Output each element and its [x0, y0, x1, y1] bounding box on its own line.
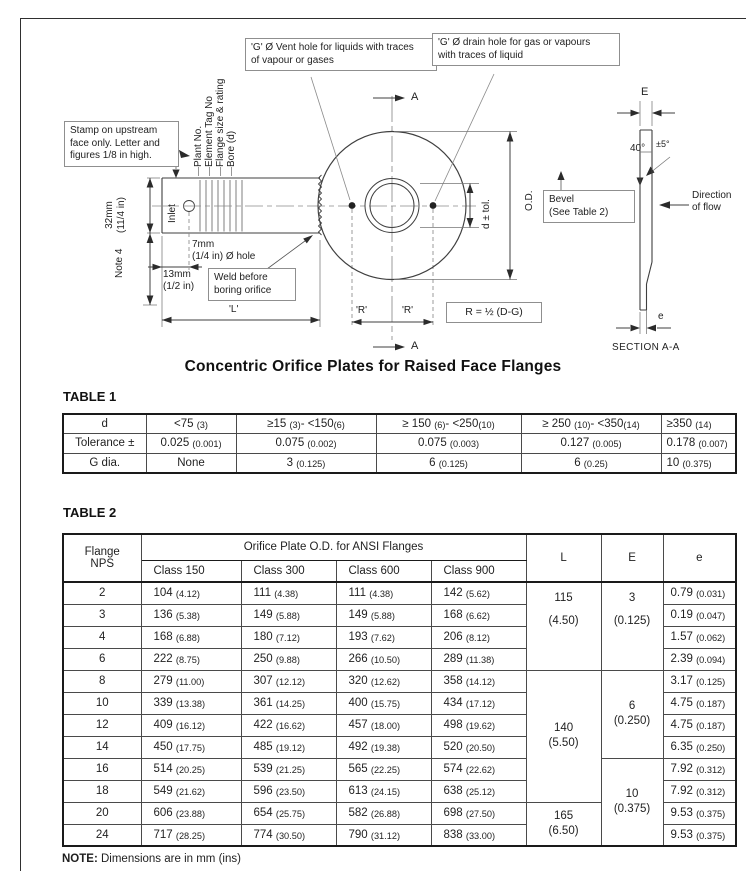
- t2-c600: 400 (15.75): [336, 692, 431, 714]
- t2-L-group3-in: (6.50): [548, 824, 579, 837]
- radius-formula-box: R = ½ (D-G): [446, 302, 542, 323]
- t2-L-group2: [526, 670, 601, 802]
- label-bore-d: Bore (d): [226, 130, 237, 167]
- t2-E-group1: [601, 582, 663, 670]
- t1-h-range2: ≥15 (3)- <150(6): [236, 414, 376, 434]
- t2-h-flange-nps: [63, 534, 141, 582]
- t2-E-group1-mm: 3: [628, 592, 636, 605]
- t2-c150: 136 (5.38): [141, 604, 241, 626]
- inlet-label: Inlet: [167, 204, 178, 223]
- section-a-a-plate: [640, 130, 652, 310]
- t2-E-group3: [601, 758, 663, 846]
- table2-row: [63, 670, 736, 692]
- t2-e: 0.79 (0.031): [663, 582, 736, 604]
- dim-R-right-label: 'R': [402, 305, 414, 316]
- t2-c600: 320 (12.62): [336, 670, 431, 692]
- vent-callout-line2: of vapour or gases: [251, 54, 334, 66]
- t2-h-e: e: [663, 534, 736, 582]
- t2-nps: 2: [63, 582, 141, 604]
- t2-L-group1-in: (4.50): [548, 615, 579, 628]
- t2-c150: 450 (17.75): [141, 736, 241, 758]
- t2-h-class600: Class 600: [336, 560, 431, 582]
- t2-c150: 717 (28.25): [141, 824, 241, 846]
- section-arrow-A-bottom: A: [411, 340, 419, 352]
- t2-c600: 266 (10.50): [336, 648, 431, 670]
- dim-e-label: e: [658, 311, 664, 322]
- t2-c300: 250 (9.88): [241, 648, 336, 670]
- t2-e: 1.57 (0.062): [663, 626, 736, 648]
- t2-c150: 549 (21.62): [141, 780, 241, 802]
- t2-c150: 104 (4.12): [141, 582, 241, 604]
- t2-e: 4.75 (0.187): [663, 714, 736, 736]
- t2-c150: 409 (16.12): [141, 714, 241, 736]
- vent-hole-callout: [245, 38, 437, 71]
- t2-c600: 582 (26.88): [336, 802, 431, 824]
- t2-L-group3: [526, 802, 601, 846]
- dim-13mm-line2: (1/2 in): [163, 281, 195, 292]
- t1-cell: 0.178 (0.007): [661, 434, 736, 454]
- table1-tolerance-row: [63, 434, 736, 454]
- t2-h-class300: Class 300: [241, 560, 336, 582]
- t2-E-group2-mm: 6: [628, 700, 636, 712]
- t1-tolerance-label: Tolerance ±: [63, 434, 146, 454]
- t2-c300: 539 (21.25): [241, 758, 336, 780]
- t2-E-group3-mm: 10: [625, 787, 639, 800]
- t2-c300: 596 (23.50): [241, 780, 336, 802]
- t2-c300: 361 (14.25): [241, 692, 336, 714]
- bevel-angle-tolerance-label: ±5°: [656, 139, 670, 149]
- t2-c150: 339 (13.38): [141, 692, 241, 714]
- stamp-note-line2: face only. Letter and: [70, 137, 160, 149]
- table2-header-group-row: [63, 534, 736, 560]
- weld-note-line1: Weld before: [214, 272, 268, 283]
- t2-c900: 142 (5.62): [431, 582, 526, 604]
- t2-nps: 20: [63, 802, 141, 824]
- t1-cell: 0.025 (0.001): [146, 434, 236, 454]
- note-text: Dimensions are in mm (ins): [100, 853, 241, 865]
- t2-c600: 457 (18.00): [336, 714, 431, 736]
- t2-L-group3-mm: 165: [553, 809, 574, 822]
- t2-nps: 14: [63, 736, 141, 758]
- t2-c300: 422 (16.62): [241, 714, 336, 736]
- bevel-angle-label: 40°: [630, 143, 646, 154]
- t2-nps: 4: [63, 626, 141, 648]
- dim-E-label: E: [641, 86, 649, 98]
- t2-nps: 10: [63, 692, 141, 714]
- drain-hole-callout: [432, 33, 620, 66]
- t2-h-E: E: [601, 534, 663, 582]
- t2-c300: 654 (25.75): [241, 802, 336, 824]
- t2-c900: 206 (8.12): [431, 626, 526, 648]
- drain-callout-line2: with traces of liquid: [438, 49, 524, 61]
- table2-row: [63, 582, 736, 604]
- t2-c600: 565 (22.25): [336, 758, 431, 780]
- table1: [62, 413, 737, 474]
- t2-nps: 12: [63, 714, 141, 736]
- table2-label: TABLE 2: [63, 505, 117, 520]
- t2-h-od-group: Orifice Plate O.D. for ANSI Flanges: [141, 534, 526, 560]
- note-label: NOTE:: [62, 853, 98, 865]
- bevel-line1: Bevel: [549, 194, 575, 205]
- t2-c150: 279 (11.00): [141, 670, 241, 692]
- t1-cell: 10 (0.375): [661, 453, 736, 473]
- t2-L-group2-mm: 140: [553, 722, 574, 734]
- table2-row: [63, 758, 736, 780]
- t2-c900: 289 (11.38): [431, 648, 526, 670]
- t2-nps: 18: [63, 780, 141, 802]
- t2-e: 7.92 (0.312): [663, 758, 736, 780]
- table2: [62, 533, 737, 847]
- t1-cell: 0.075 (0.003): [376, 434, 521, 454]
- t2-e: 9.53 (0.375): [663, 802, 736, 824]
- flow-line1: Direction: [692, 190, 732, 201]
- t1-cell: 6 (0.25): [521, 453, 661, 473]
- dim-13mm-line1: 13mm: [163, 269, 191, 280]
- t2-h-L: L: [526, 534, 601, 582]
- t2-c900: 574 (22.62): [431, 758, 526, 780]
- t2-c150: 168 (6.88): [141, 626, 241, 648]
- t1-h-d: d: [63, 414, 146, 434]
- drain-callout-line1: 'G' Ø drain hole for gas or vapours: [438, 37, 591, 48]
- table1-header-row: [63, 414, 736, 434]
- t2-nps: 8: [63, 670, 141, 692]
- t2-c900: 434 (17.12): [431, 692, 526, 714]
- t2-e: 7.92 (0.312): [663, 780, 736, 802]
- t2-c900: 698 (27.50): [431, 802, 526, 824]
- table1-gdia-row: [63, 453, 736, 473]
- t2-c900: 638 (25.12): [431, 780, 526, 802]
- dim-32mm-label: [104, 197, 127, 233]
- t2-c300: 307 (12.12): [241, 670, 336, 692]
- bevel-callout: [543, 190, 635, 223]
- t1-cell: 3 (0.125): [236, 453, 376, 473]
- vent-callout-line1: 'G' Ø Vent hole for liquids with traces: [251, 42, 414, 53]
- t2-E-group2: [601, 670, 663, 758]
- t2-h-flange-line1: Flange: [84, 546, 120, 558]
- t2-c600: 149 (5.88): [336, 604, 431, 626]
- bevel-line2: (See Table 2): [549, 206, 609, 218]
- t2-c900: 498 (19.62): [431, 714, 526, 736]
- t2-e: 0.19 (0.047): [663, 604, 736, 626]
- t2-c600: 790 (31.12): [336, 824, 431, 846]
- table1-label: TABLE 1: [63, 389, 117, 404]
- pipe-upstream-section: [162, 175, 322, 235]
- dim-od-label: O.D.: [524, 190, 535, 211]
- dim-13mm-label: [163, 269, 194, 293]
- t2-E-group2-in: (0.250): [613, 715, 651, 727]
- vent-hole-dot: [349, 202, 356, 209]
- weld-note-line2: boring orifice: [214, 284, 272, 296]
- t2-nps: 3: [63, 604, 141, 626]
- t1-h-range1: <75 (3): [146, 414, 236, 434]
- t2-e: 9.53 (0.375): [663, 824, 736, 846]
- stamp-note-line3: figures 1/8 in high.: [70, 150, 152, 161]
- label-plant-no: Plant No.: [193, 125, 204, 167]
- t1-h-range5: ≥350 (14): [661, 414, 736, 434]
- t2-e: 4.75 (0.187): [663, 692, 736, 714]
- t2-h-class150: Class 150: [141, 560, 241, 582]
- t2-c300: 485 (19.12): [241, 736, 336, 758]
- t2-L-group1: [526, 582, 601, 670]
- t1-gdia-label: G dia.: [63, 453, 146, 473]
- t1-cell: 6 (0.125): [376, 453, 521, 473]
- t2-c300: 180 (7.12): [241, 626, 336, 648]
- note4-label: Note 4: [114, 248, 125, 278]
- dimensions-note: [62, 853, 241, 865]
- t1-h-range4: ≥ 250 (10)- <350(14): [521, 414, 661, 434]
- dim-d-tol-label: d ± tol.: [481, 199, 492, 229]
- t2-e: 2.39 (0.094): [663, 648, 736, 670]
- drawing-title: Concentric Orifice Plates for Raised Face Flanges: [184, 358, 562, 375]
- t2-E-group3-in: (0.375): [613, 802, 651, 815]
- t2-c300: 111 (4.38): [241, 582, 336, 604]
- t2-nps: 24: [63, 824, 141, 846]
- stamp-note-callout: [64, 121, 179, 167]
- flow-line2: of flow: [692, 202, 721, 213]
- t2-c150: 606 (23.88): [141, 802, 241, 824]
- t2-c600: 613 (24.15): [336, 780, 431, 802]
- t2-nps: 16: [63, 758, 141, 780]
- t1-cell: 0.075 (0.002): [236, 434, 376, 454]
- weld-note-callout: [208, 268, 296, 301]
- dim-32mm-line2: (11/4 in): [115, 197, 127, 233]
- dim-R-left-label: 'R': [356, 305, 368, 316]
- label-element-tag-no: Element Tag No: [204, 96, 215, 167]
- t2-nps: 6: [63, 648, 141, 670]
- hole-7mm-label: [192, 239, 255, 263]
- stamp-note-line1: Stamp on upstream: [70, 125, 158, 136]
- t2-c900: 358 (14.12): [431, 670, 526, 692]
- t2-c300: 149 (5.88): [241, 604, 336, 626]
- t2-c600: 193 (7.62): [336, 626, 431, 648]
- label-flange-size-rating: Flange size & rating: [215, 78, 226, 167]
- t2-c600: 492 (19.38): [336, 736, 431, 758]
- t2-e: 6.35 (0.250): [663, 736, 736, 758]
- t2-h-class900: Class 900: [431, 560, 526, 582]
- t2-E-group1-in: (0.125): [613, 615, 651, 628]
- dim-32mm-line1: 32mm: [104, 201, 115, 229]
- t2-c150: 514 (20.25): [141, 758, 241, 780]
- t2-c900: 838 (33.00): [431, 824, 526, 846]
- t2-e: 3.17 (0.125): [663, 670, 736, 692]
- drain-hole-dot: [430, 202, 437, 209]
- t2-c600: 111 (4.38): [336, 582, 431, 604]
- dim-L-label: 'L': [229, 304, 239, 315]
- t2-h-flange-line2: NPS: [90, 558, 115, 570]
- hole-7mm-line1: 7mm: [192, 239, 215, 250]
- t2-c900: 168 (6.62): [431, 604, 526, 626]
- direction-of-flow-label: [692, 190, 731, 214]
- t1-h-range3: ≥ 150 (6)- <250(10): [376, 414, 521, 434]
- hole-7mm-line2: (1/4 in) Ø hole: [192, 251, 256, 262]
- section-arrow-A-top: A: [411, 91, 419, 103]
- t1-cell: None: [146, 453, 236, 473]
- t2-c900: 520 (20.50): [431, 736, 526, 758]
- t1-cell: 0.127 (0.005): [521, 434, 661, 454]
- t2-L-group1-mm: 115: [554, 592, 573, 605]
- t2-L-group2-in: (5.50): [548, 737, 579, 749]
- t2-c300: 774 (30.50): [241, 824, 336, 846]
- t2-c150: 222 (8.75): [141, 648, 241, 670]
- section-a-a-label: SECTION A-A: [612, 342, 680, 353]
